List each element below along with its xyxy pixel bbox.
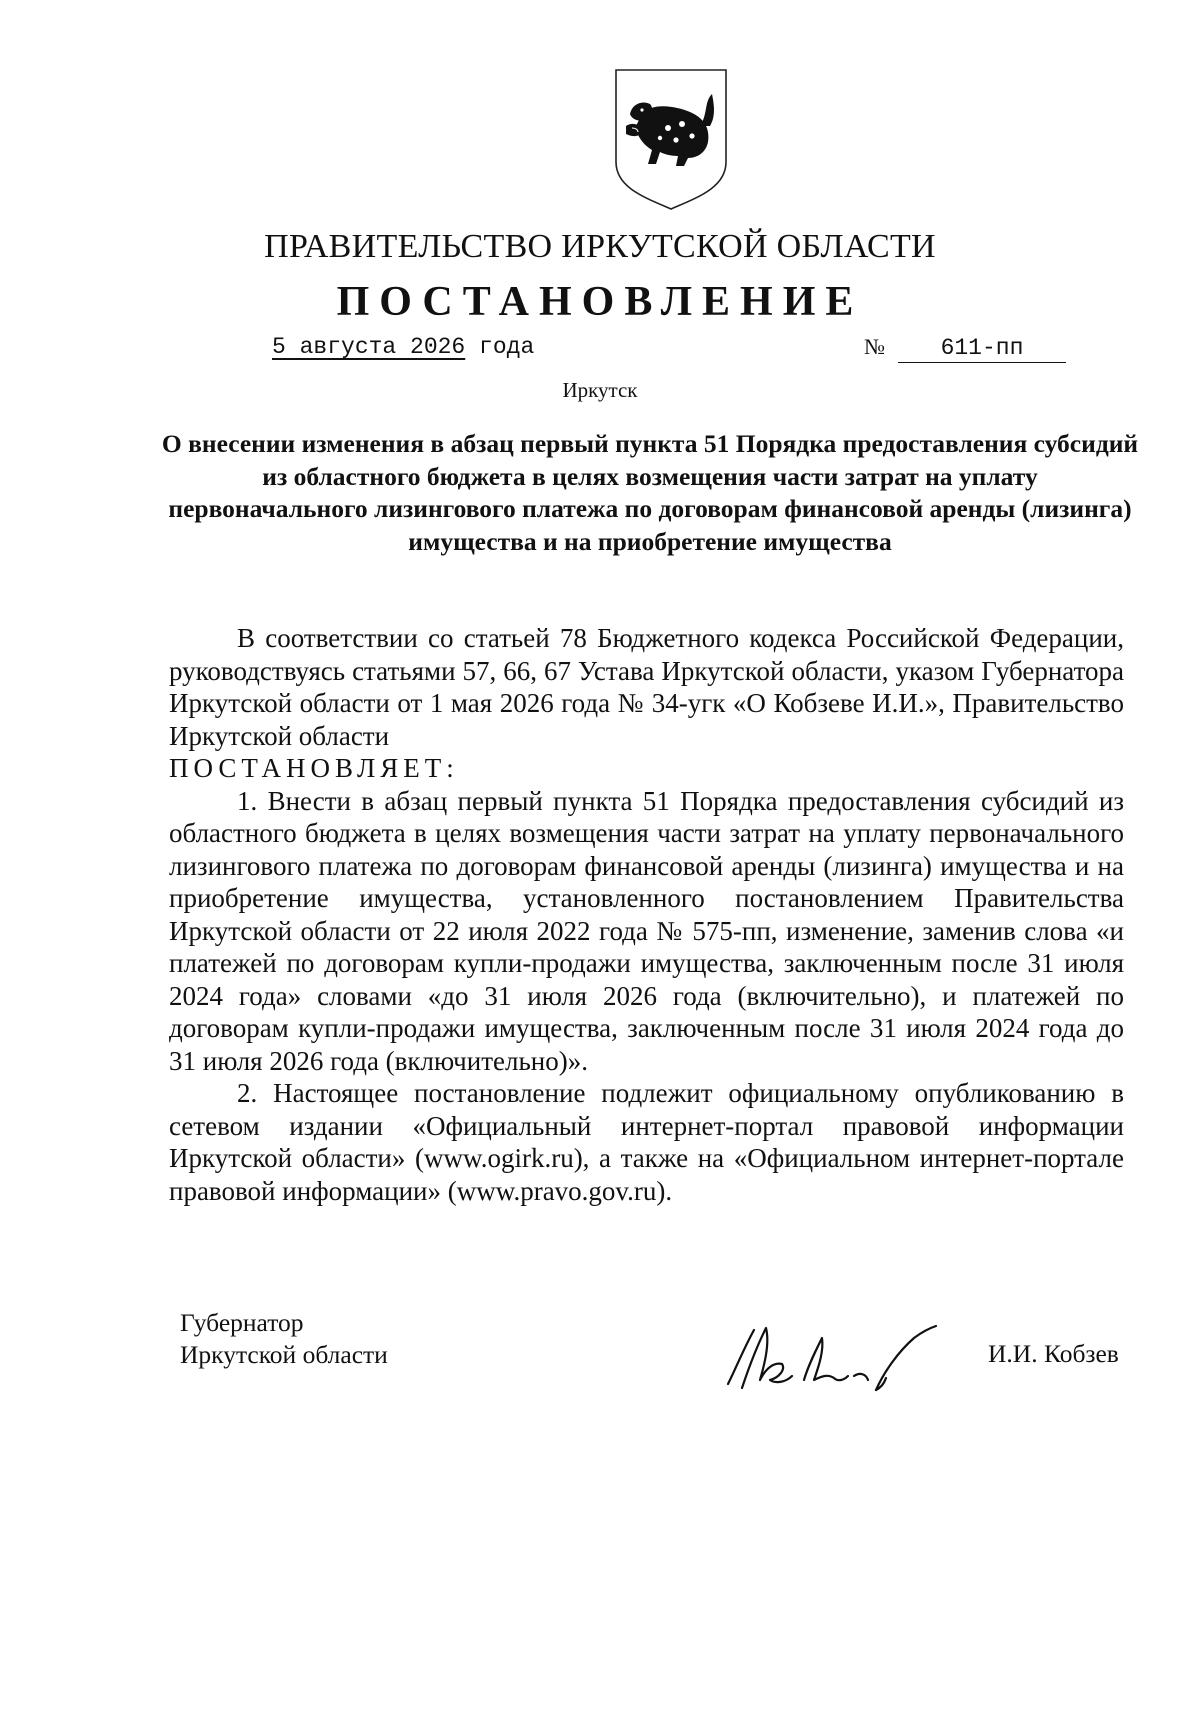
document-title: О внесении изменения в абзац первый пункта 51 Порядка предоставления субсидий из областного бюджета в целях возмещения части затрат на уплату первоначального лизингового платежа по договорам финансовой аренды (лизинга) имущества и на приобретение имущества [161,429,1139,556]
coat-of-arms-emblem [612,66,730,212]
signatory-position-line1: Губернатор [180,1308,304,1337]
signatory-position [180,1307,388,1371]
document-body [169,622,1124,1207]
document-date-suffix: года [465,334,535,360]
document-number: 611-пп [898,334,1066,363]
decree-word: ПОСТАНОВЛЯЕТ: [169,753,459,783]
signatory-position-line2: Иркутской области [180,1340,388,1369]
signatory-name: И.И. Кобзев [988,1339,1119,1368]
handwritten-signature [708,1318,940,1398]
document-date [272,334,534,360]
document-city: Иркутск [562,378,638,402]
document-type-heading: ПОСТАНОВЛЕНИЕ [336,279,864,325]
document-date-value: 5 августа 2026 [272,334,466,360]
item-2-paragraph: 2. Настоящее постановление подлежит официальному опубликованию в сетевом издании «Официальный интернет-портал правовой информации Иркутской области» (www.ogirk.ru), а также на «Официальном интернет-портале правовой информации» (www.pravo.gov.ru). [169,1078,1124,1206]
number-sign: № [864,334,885,359]
preamble-paragraph: В соответствии со статьей 78 Бюджетного кодекса Российской Федерации, руководствуясь статьями 57, 66, 67 Устава Иркутской области, указом Губернатора Иркутской области от 1 мая 2026 года № 34-угк «О Кобзеве И.И.», Правительство Иркутской области [169,623,1124,751]
government-name: ПРАВИТЕЛЬСТВО ИРКУТСКОЙ ОБЛАСТИ [264,228,936,265]
item-1-paragraph: 1. Внести в абзац первый пункта 51 Порядка предоставления субсидий из областного бюджета в целях возмещения части затрат на уплату первоначального лизингового платежа по договорам финансовой аренды (лизинга) имущества и на приобретение имущества, установленного постановлением Правительства Иркутской области от 22 июля 2022 года № 575-пп, изменение, заменив слова «и платежей по договорам купли-продажи имущества, заключенным после 31 июля 2024 года» словами «до 31 июля 2026 года (включительно), и платежей по договорам купли-продажи имущества, заключенным после 31 июля 2024 года до 31 июля 2026 года (включительно)». [169,785,1124,1076]
